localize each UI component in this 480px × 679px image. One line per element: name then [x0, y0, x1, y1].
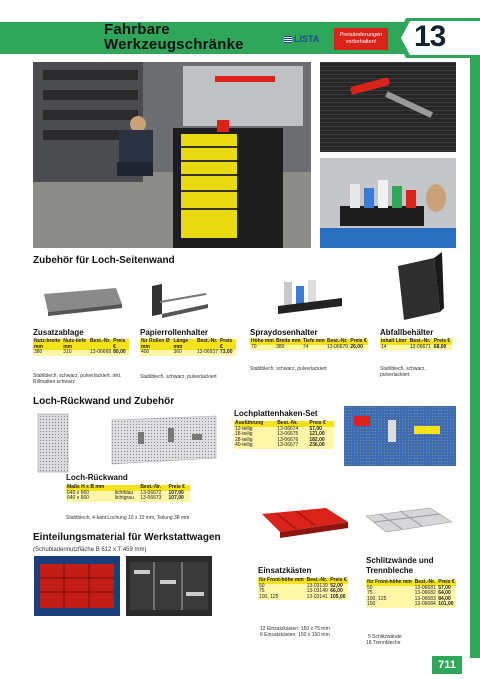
papierrollenhalter-image: [148, 278, 212, 322]
drawer-tools-photo: [320, 62, 456, 152]
papierrollenhalter-note: Stahlblech, schwarz, pulverlackiert: [140, 374, 217, 380]
table-row: 640 x 660 lichtgrau 13-06673 107,00: [66, 496, 190, 502]
title-line-2: Werkzeugschränke: [104, 36, 244, 53]
einsatzkaesten-image: [256, 504, 354, 538]
table-row: 70 380 74 13-06670 26,00: [250, 345, 368, 351]
table-row: 75 13-06682 64,00: [366, 591, 456, 597]
einsatzkaesten-note-2: 6 Einsatzkästen: 150 x 150 mm: [260, 632, 330, 638]
red-bins-illustration: [34, 556, 120, 616]
tools-drawer-illustration: [126, 556, 212, 616]
rueckwand-image-2: [108, 414, 228, 472]
table-row: 100, 125 13-03141 105,00: [258, 595, 348, 601]
table-row: 380 310 13-06668 80,00: [33, 350, 129, 356]
schlitzwaende-note-2: 18 Trennbleche: [366, 640, 401, 646]
zusatzablage-image: [38, 282, 128, 318]
brand-logo: [284, 34, 319, 44]
chapter-number: 13: [414, 20, 446, 53]
einsatzkaesten-title: Einsatzkästen: [258, 566, 312, 575]
workshop-photo: [33, 62, 311, 248]
spraydosenhalter-title: Spraydosenhalter: [250, 328, 318, 337]
abfallbehaelter-note: Stahlblech, schwarz, pulverlackiert: [380, 366, 426, 378]
schlitzwaende-title: [366, 556, 434, 576]
table-row: 14 13-06671 68,00: [380, 345, 452, 351]
schlitzwaende-note-1: 5 Schlitzwände: [368, 634, 402, 640]
page-title: [104, 22, 244, 52]
lochplattenhaken-title: Lochplattenhaken-Set: [234, 409, 318, 418]
price-notice-badge: Preisänderungen vorbehalten!: [334, 28, 388, 50]
table-row: 50 13-03139 52,00: [258, 584, 348, 590]
table-row: 50 13-06681 57,00: [366, 586, 456, 592]
schlitzwaende-table: für Front-höhe mm Best.-Nr. Preis € 50 13-06681 57,00 75 13-06682 64,00 100, 125 13-06683 84,00 150 13-06684 101,00: [367, 579, 455, 608]
zusatzablage-table: Nutz-breite mm Nutz-tiefe mm Best.-Nr. Preis € 380 310 13-06668 80,00: [33, 339, 129, 356]
lochplattenhaken-table: Ausführung Best.-Nr. Preis € 12-teilig 13-06674 57,00 18-teilig 13-06675 121,00 28-teilig 13-06676 182,00 40-teilig 13-06677 236,00: [234, 421, 334, 449]
einsatzkaesten-table: für Front-höhe mm Best.-Nr. Preis € 50 13-03139 52,00 75 13-03140 66,00 100, 125 13-03141 105,00: [259, 577, 347, 600]
table-row: 640 x 660 lichtblau 13-06672 107,00: [66, 491, 190, 497]
lista-logo-icon: [284, 36, 292, 43]
table-row: 28-teilig 13-06676 182,00: [234, 438, 334, 444]
section-title-zubehoer: Zubehör für Loch-Seitenwand: [33, 255, 175, 266]
tool-mat-illustration: [320, 62, 456, 152]
section-title-einteilung: Einteilungsmaterial für Werkstattwagen: [33, 532, 221, 543]
schlitzwaende-title-2: Trennbleche: [366, 566, 414, 575]
table-row: 150 13-06684 101,00: [366, 602, 456, 608]
einsatz-photo: [34, 556, 120, 616]
table-row: 400 360 13-06937 73,00: [140, 350, 236, 356]
rueckwand-table: Maße H x B mm Best.-Nr. Preis € 640 x 660 lichtblau 13-06672 107,00 640 x 660 lichtgrau 13-06673 107,00: [66, 485, 190, 502]
workshop-illustration: [33, 62, 311, 248]
schlitz-photo: [126, 556, 212, 616]
schlitzwaende-title-1: Schlitzwände und: [366, 556, 434, 565]
table-row: 40-teilig 13-06677 236,00: [234, 443, 334, 449]
abfallbehaelter-image: [390, 252, 448, 322]
zusatzablage-title: Zusatzablage: [33, 328, 84, 337]
section-title-rueckwand: Loch-Rückwand und Zubehör: [33, 396, 175, 407]
spraydosenhalter-table: Höhe mm Breite mm Tiefe mm Best.-Nr. Preis € 70 380 74 13-06670 26,00: [251, 338, 367, 350]
brand-name: LISTA: [294, 34, 320, 44]
einsatzkaesten-note-1: 12 Einsatzkästen: 150 x 75 mm: [260, 626, 330, 632]
papierrollenhalter-title: Papierrollenhalter: [140, 328, 209, 337]
rueckwand-image-1: [36, 412, 70, 474]
schlitzwaende-image: [360, 504, 456, 538]
title-line-1: Fahrbare: [104, 21, 170, 38]
table-row: 75 13-03140 66,00: [258, 589, 348, 595]
zusatzablage-note: Stahlblech, schwarz, pulverlackiert, inkl. Rillmatten schwarz: [33, 373, 122, 385]
spraydosenhalter-note: Stahlblech, schwarz, pulverlackiert: [250, 366, 327, 372]
spray-illustration: [320, 158, 456, 248]
rueckwand-title: Loch-Rückwand: [66, 473, 128, 482]
section-subtitle-einteilung: (Schubladennutzfläche B 612 x T 459 mm): [33, 547, 147, 553]
hooks-illustration: [344, 406, 456, 466]
rueckwand-note: Stahlblech, 4-kant Lochung 10 x 10 mm, Teilung 38 mm: [66, 515, 190, 521]
table-row: 18-teilig 13-06675 121,00: [234, 432, 334, 438]
page-number: 711: [432, 656, 462, 674]
abfallbehaelter-table: Inhalt Liter Best.-Nr. Preis € 14 13-06671 68,00: [381, 338, 451, 350]
abfallbehaelter-title: Abfallbehälter: [380, 328, 434, 337]
side-stripe: [470, 58, 480, 658]
spray-holder-photo: [320, 158, 456, 248]
papierrollenhalter-table: für Rollen Ø mm Länge mm Best.-Nr. Preis € 400 360 13-06937 73,00: [140, 339, 236, 356]
spraydosenhalter-image: [272, 272, 348, 322]
table-row: 100, 125 13-06683 84,00: [366, 597, 456, 603]
table-row: 12-teilig 13-06674 57,00: [234, 427, 334, 433]
hooks-photo: [344, 406, 456, 466]
